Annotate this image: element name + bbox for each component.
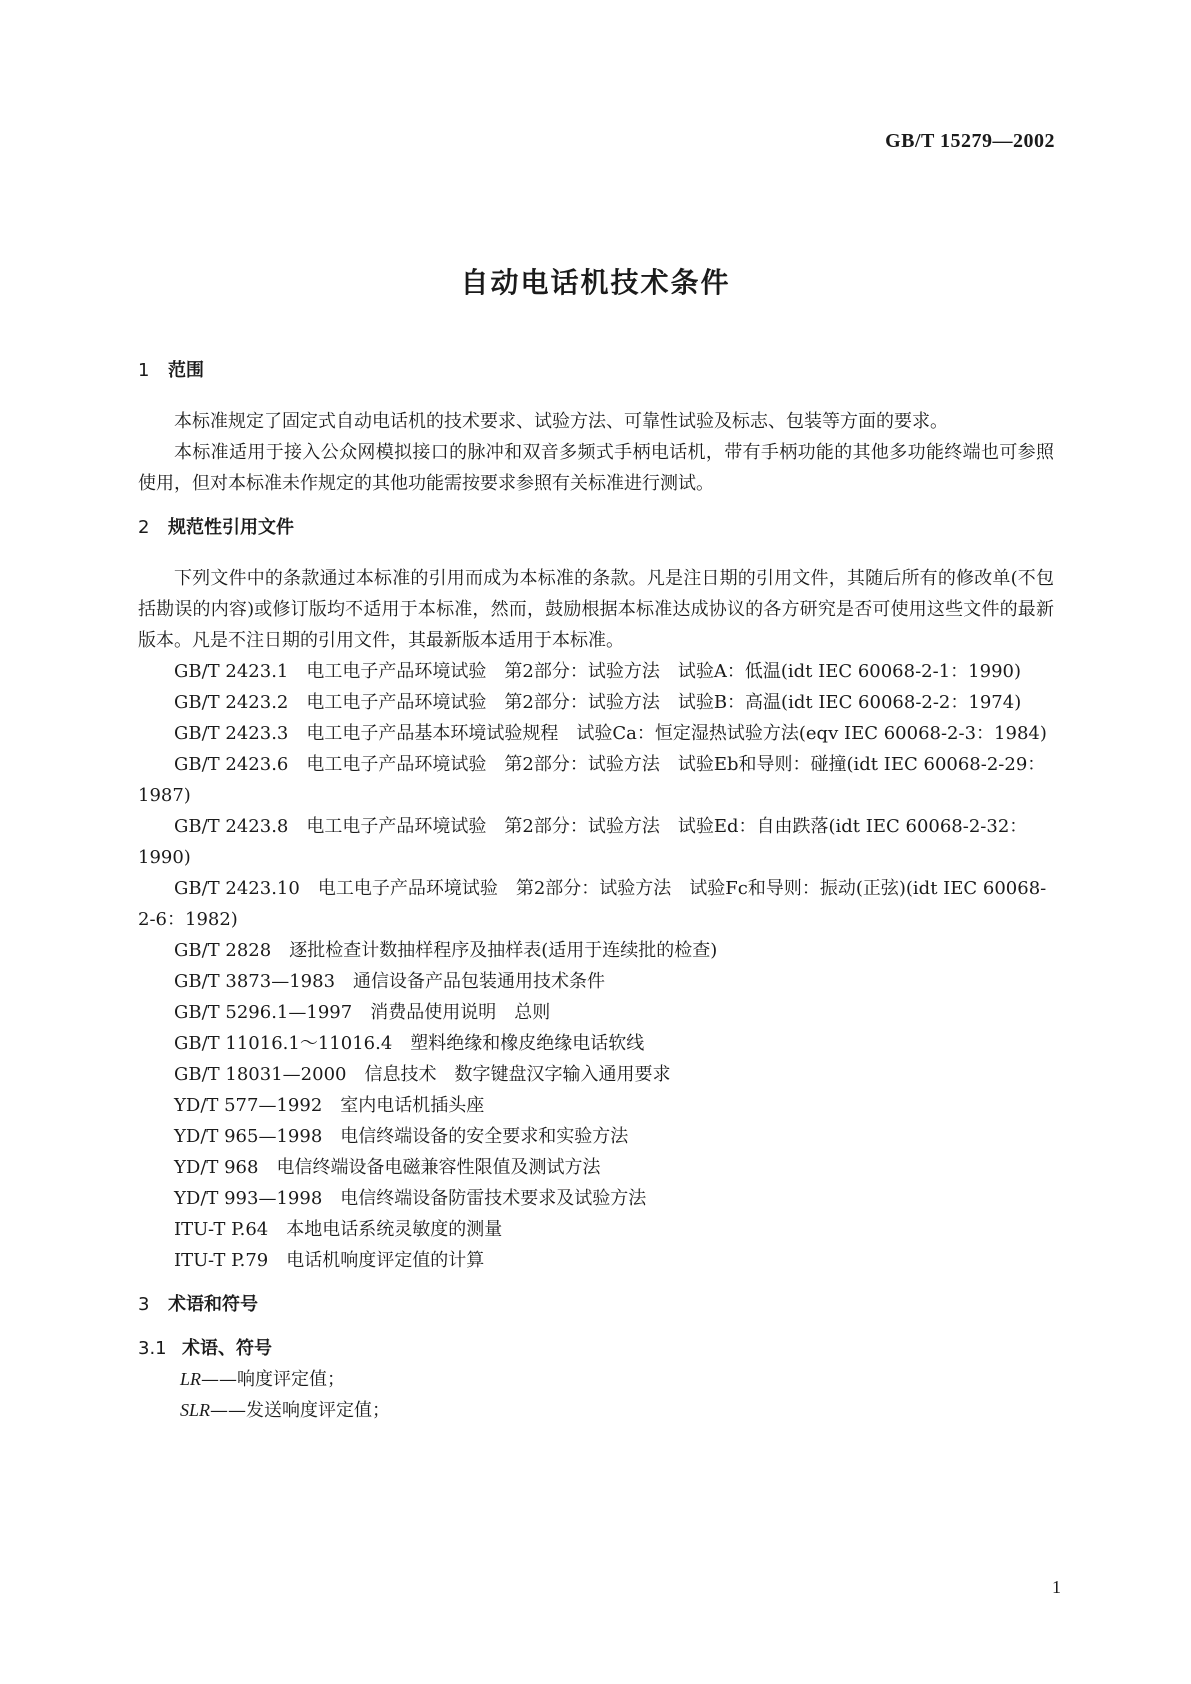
reference-item: GB/T 2423.10 电工电子产品环境试验 第2部分：试验方法 试验Fc和导则：振动(正弦)(idt IEC 60068-2-6：1982) (138, 878, 1047, 930)
term-definition: ——发送响度评定值； (210, 1400, 391, 1421)
reference-item: GB/T 2423.2 电工电子产品环境试验 第2部分：试验方法 试验B：高温(idt IEC 60068-2-2：1974) (174, 692, 1022, 713)
reference-item: GB/T 11016.1～11016.4 塑料绝缘和橡皮绝缘电话软线 (174, 1033, 645, 1054)
section-1-heading (138, 356, 1054, 386)
reference-item: GB/T 2423.3 电工电子产品基本环境试验规程 试验Ca：恒定湿热试验方法(eqv IEC 60068-2-3：1984) (174, 723, 1047, 744)
reference-item: YD/T 965—1998 电信终端设备的安全要求和实验方法 (174, 1126, 629, 1147)
reference-item: ITU-T P.64 本地电话系统灵敏度的测量 (174, 1219, 503, 1240)
term-definition: ——响度评定值； (201, 1369, 346, 1390)
standard-code: GB/T 15279—2002 (885, 130, 1055, 152)
section-number: 1 (138, 360, 150, 381)
page-title: 自动电话机技术条件 (460, 266, 731, 299)
subsection-title: 术语、符号 (182, 1338, 272, 1359)
reference-item: GB/T 3873—1983 通信设备产品包装通用技术条件 (174, 971, 606, 992)
reference-item: GB/T 2423.1 电工电子产品环境试验 第2部分：试验方法 试验A：低温(idt IEC 60068-2-1：1990) (174, 661, 1021, 682)
reference-item: GB/T 5296.1—1997 消费品使用说明 总则 (174, 1002, 551, 1023)
paragraph: 本标准适用于接入公众网模拟接口的脉冲和双音多频式手柄电话机，带有手柄功能的其他多功能终端也可参照使用，但对本标准未作规定的其他功能需按要求参照有关标准进行测试。 (138, 442, 1054, 494)
reference-item: YD/T 968 电信终端设备电磁兼容性限值及测试方法 (174, 1157, 601, 1178)
paragraph: 本标准规定了固定式自动电话机的技术要求、试验方法、可靠性试验及标志、包装等方面的要求。 (174, 411, 948, 432)
section-number: 3 (138, 1294, 150, 1315)
term-symbol: SLR (180, 1400, 211, 1420)
term-item (138, 1395, 1054, 1426)
term-item (138, 1364, 1054, 1395)
document-body (138, 356, 1054, 1426)
reference-item: GB/T 2423.6 电工电子产品环境试验 第2部分：试验方法 试验Eb和导则：碰撞(idt IEC 60068-2-29：1987) (138, 754, 1046, 806)
section-title: 术语和符号 (168, 1294, 258, 1315)
section-3-heading (138, 1290, 1054, 1320)
subsection-3-1-heading (138, 1334, 1054, 1364)
reference-item: GB/T 2828 逐批检查计数抽样程序及抽样表(适用于连续批的检查) (174, 940, 718, 961)
section-title: 范围 (168, 360, 204, 381)
reference-item: YD/T 993—1998 电信终端设备防雷技术要求及试验方法 (174, 1188, 647, 1209)
page-number: 1 (1052, 1577, 1061, 1597)
reference-item: ITU-T P.79 电话机响度评定值的计算 (174, 1250, 485, 1271)
section-2-heading (138, 513, 1054, 543)
section-number: 2 (138, 517, 150, 538)
reference-item: GB/T 2423.8 电工电子产品环境试验 第2部分：试验方法 试验Ed：自由跌落(idt IEC 60068-2-32：1990) (138, 816, 1028, 868)
reference-item: YD/T 577—1992 室内电话机插头座 (174, 1095, 485, 1116)
term-symbol: LR (180, 1369, 202, 1389)
section-title: 规范性引用文件 (168, 517, 294, 538)
reference-item: GB/T 18031—2000 信息技术 数字键盘汉字输入通用要求 (174, 1064, 671, 1085)
paragraph: 下列文件中的条款通过本标准的引用而成为本标准的条款。凡是注日期的引用文件，其随后所有的修改单(不包括勘误的内容)或修订版均不适用于本标准，然而，鼓励根据本标准达成协议的各方研究是否可使用这些文件的最新版本。凡是不注日期的引用文件，其最新版本适用于本标准。 (138, 568, 1054, 651)
subsection-number: 3.1 (138, 1338, 167, 1359)
